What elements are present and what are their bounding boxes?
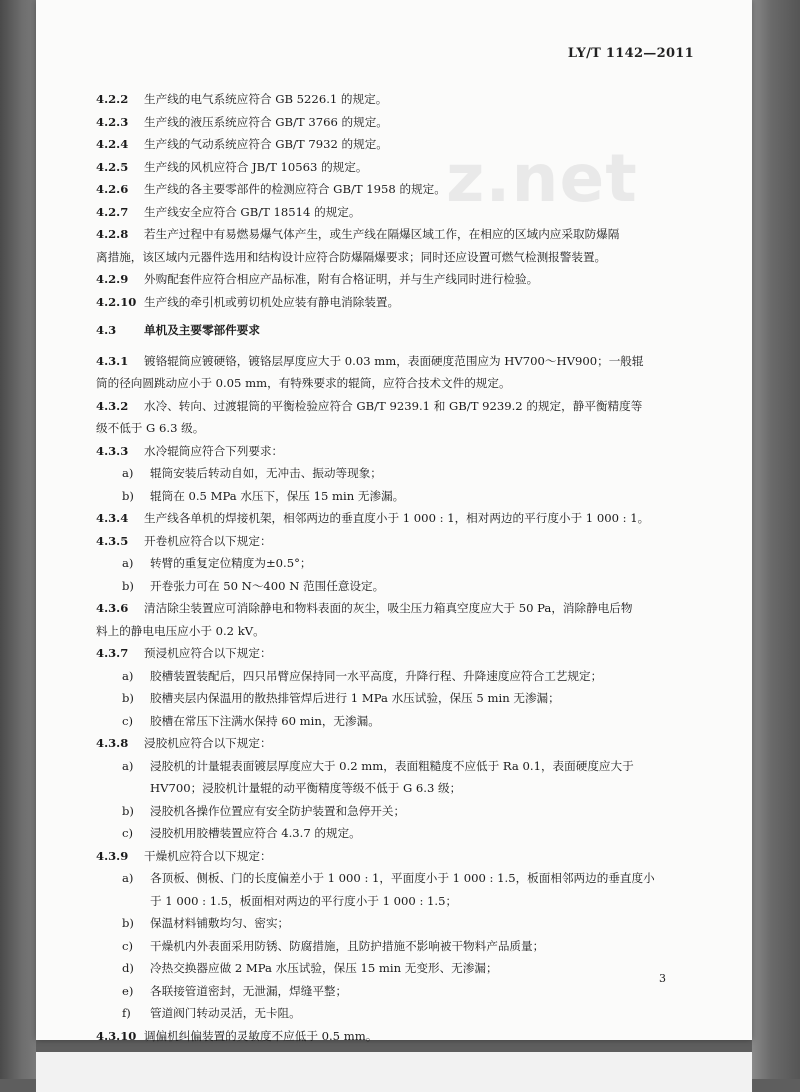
list-marker: a) xyxy=(122,668,134,683)
clause-text: 预浸机应符合以下规定： xyxy=(144,646,272,660)
clause-line xyxy=(96,1025,706,1048)
clause-number: 4.2.10 xyxy=(96,294,137,309)
list-item xyxy=(96,867,706,890)
list-marker: f) xyxy=(122,1006,131,1020)
clause-text: 开卷张力可在 50 N～400 N 范围任意设定。 xyxy=(150,578,385,593)
clause-text: HV700；浸胶机计量辊的动平衡精度等级不低于 G 6.3 级； xyxy=(150,781,462,795)
next-page-edge xyxy=(36,1052,752,1092)
clause-text: 若生产过程中有易燃易爆气体产生，或生产线在隔爆区域工作，在相应的区域内应采取防爆隔 xyxy=(144,227,620,241)
list-marker: e) xyxy=(122,983,134,998)
clause-line xyxy=(96,395,706,418)
clause-number: 4.3.9 xyxy=(96,848,129,863)
clause-line xyxy=(96,642,706,665)
clause-text: 胶槽在常压下注满水保持 60 min，无渗漏。 xyxy=(150,713,380,728)
clause-number: 4.2.2 xyxy=(96,92,129,106)
list-item xyxy=(96,912,706,935)
clause-number: 4.3.1 xyxy=(96,353,129,368)
list-item xyxy=(96,777,706,800)
watermark: z.net xyxy=(446,140,638,217)
clause-number: 4.2.9 xyxy=(96,272,129,286)
clause-line xyxy=(96,350,706,373)
right-background xyxy=(752,0,800,1079)
list-marker: c) xyxy=(122,826,134,840)
clause-text: 保温材料铺敷均匀、密实； xyxy=(150,916,290,930)
clause-line xyxy=(96,268,706,291)
clause-text: 生产线安全应符合 GB/T 18514 的规定。 xyxy=(144,204,361,219)
clause-text: 浸胶机应符合以下规定： xyxy=(144,736,272,750)
clause-line xyxy=(96,88,706,111)
clause-text: 水冷辊筒应符合下列要求： xyxy=(144,443,284,458)
clause-text: 浸胶机的计量辊表面镀层厚度应大于 0.2 mm，表面粗糙度不应低于 Ra 0.1，表面硬度应大于 xyxy=(150,758,634,773)
clause-list-4-2 xyxy=(96,88,706,313)
clause-text: 辊筒在 0.5 MPa 水压下，保压 15 min 无渗漏。 xyxy=(150,488,405,503)
clause-text: 镀铬辊筒应镀硬铬，镀铬层厚度应大于 0.03 mm，表面硬度范围应为 HV700～HV900；一般辊 xyxy=(144,353,644,368)
clause-text: 辊筒安装后转动自如，无冲击、振动等现象； xyxy=(150,466,382,480)
list-item xyxy=(96,800,706,823)
clause-text: 生产线的各主要零部件的检测应符合 GB/T 1958 的规定。 xyxy=(144,182,446,196)
list-marker: c) xyxy=(122,938,134,953)
list-item xyxy=(96,822,706,845)
list-item xyxy=(96,552,706,575)
list-marker: b) xyxy=(122,916,134,930)
clause-line xyxy=(96,530,706,553)
clause-line xyxy=(96,732,706,755)
clause-line xyxy=(96,133,706,156)
clause-text: 清洁除尘装置应可消除静电和物料表面的灰尘，吸尘压力箱真空度应大于 50 Pa，消除静电后物 xyxy=(144,601,633,615)
clause-text: 干燥机内外表面采用防锈、防腐措施，且防护措施不影响被干物料产品质量； xyxy=(150,938,545,953)
clause-line xyxy=(96,845,706,868)
clause-text: 外购配套件应符合相应产品标准，附有合格证明，并与生产线同时进行检验。 xyxy=(144,272,539,286)
list-marker: b) xyxy=(122,488,134,503)
clause-line xyxy=(96,156,706,179)
clause-text: 管道阀门转动灵活，无卡阻。 xyxy=(150,1006,301,1020)
list-item xyxy=(96,1002,706,1025)
list-item xyxy=(96,935,706,958)
clause-text: 生产线的液压系统应符合 GB/T 3766 的规定。 xyxy=(144,114,388,129)
clause-text: 生产线各单机的焊接机架，相邻两边的垂直度小于 1 000 : 1，相对两边的平行度小于 1 000 : 1。 xyxy=(144,511,650,525)
section-heading xyxy=(96,319,706,342)
clause-text: 各联接管道密封，无泄漏，焊缝平整； xyxy=(150,983,348,998)
clause-text: 于 1 000 : 1.5，板面相对两边的平行度小于 1 000 : 1.5； xyxy=(150,893,458,908)
clause-number: 4.2.3 xyxy=(96,114,129,129)
clause-list-4-3 xyxy=(96,350,706,1048)
clause-number: 4.2.5 xyxy=(96,159,129,174)
clause-text: 筒的径向圆跳动应小于 0.05 mm，有特殊要求的辊筒，应符合技术文件的规定。 xyxy=(96,376,511,390)
list-marker: a) xyxy=(122,758,134,773)
list-item xyxy=(96,575,706,598)
clause-text: 生产线的电气系统应符合 GB 5226.1 的规定。 xyxy=(144,92,388,106)
clause-number: 4.2.7 xyxy=(96,204,129,219)
clause-text: 生产线的牵引机或剪切机处应装有静电消除装置。 xyxy=(144,294,400,309)
list-item xyxy=(96,485,706,508)
section-title: 单机及主要零部件要求 xyxy=(144,323,260,337)
page-number: 3 xyxy=(659,972,666,985)
list-marker: b) xyxy=(122,691,134,705)
clause-text: 浸胶机用胶槽装置应符合 4.3.7 的规定。 xyxy=(150,826,361,840)
clause-number: 4.3.6 xyxy=(96,601,129,615)
clause-line xyxy=(96,507,706,530)
clause-number: 4.3.5 xyxy=(96,533,129,548)
list-item xyxy=(96,687,706,710)
clause-line xyxy=(96,111,706,134)
section-number: 4.3 xyxy=(96,323,117,337)
clause-text: 水冷、转向、过渡辊筒的平衡检验应符合 GB/T 9239.1 和 GB/T 9239.2 的规定，静平衡精度等 xyxy=(144,398,643,413)
list-marker: a) xyxy=(122,871,134,885)
clause-number: 4.2.4 xyxy=(96,137,129,151)
list-marker: c) xyxy=(122,713,134,728)
clause-line xyxy=(96,223,706,246)
clause-number: 4.3.2 xyxy=(96,398,129,413)
clause-text: 调偏机纠偏装置的灵敏度不应低于 0.5 mm。 xyxy=(144,1028,378,1043)
clause-text: 胶槽夹层内保温用的散热排管焊后进行 1 MPa 水压试验，保压 5 min 无渗漏； xyxy=(150,691,560,705)
clause-number: 4.3.8 xyxy=(96,736,129,750)
clause-continuation xyxy=(96,620,706,643)
list-marker: d) xyxy=(122,961,134,975)
clause-text: 胶槽装置装配后，四只吊臂应保持同一水平高度，升降行程、升降速度应符合工艺规定； xyxy=(150,668,603,683)
list-item xyxy=(96,890,706,913)
clause-text: 级不低于 G 6.3 级。 xyxy=(96,421,205,435)
clause-text: 生产线的风机应符合 JB/T 10563 的规定。 xyxy=(144,159,368,174)
clause-text: 开卷机应符合以下规定： xyxy=(144,533,272,548)
list-item xyxy=(96,665,706,688)
list-item xyxy=(96,462,706,485)
list-marker: a) xyxy=(122,466,134,480)
clause-number: 4.3.3 xyxy=(96,443,129,458)
clause-text: 浸胶机各操作位置应有安全防护装置和急停开关； xyxy=(150,803,406,818)
clause-number: 4.3.7 xyxy=(96,646,129,660)
clause-text: 冷热交换器应做 2 MPa 水压试验，保压 15 min 无变形、无渗漏； xyxy=(150,961,498,975)
clause-text: 转臂的重复定位精度为±0.5°； xyxy=(150,556,312,570)
clause-text: 生产线的气动系统应符合 GB/T 7932 的规定。 xyxy=(144,137,388,151)
clause-number: 4.3.4 xyxy=(96,511,129,525)
clause-text: 料上的静电电压应小于 0.2 kV。 xyxy=(96,623,265,638)
clause-text: 干燥机应符合以下规定： xyxy=(144,848,272,863)
left-background xyxy=(0,0,36,1079)
clause-number: 4.2.6 xyxy=(96,182,129,196)
clause-number: 4.3.10 xyxy=(96,1028,137,1043)
clause-line xyxy=(96,291,706,314)
list-item xyxy=(96,980,706,1003)
list-item xyxy=(96,710,706,733)
clause-number: 4.2.8 xyxy=(96,227,129,241)
clause-line xyxy=(96,597,706,620)
clause-line xyxy=(96,178,706,201)
clause-line xyxy=(96,201,706,224)
list-marker: b) xyxy=(122,578,134,593)
list-item xyxy=(96,957,706,980)
clause-line xyxy=(96,440,706,463)
clause-continuation xyxy=(96,246,706,269)
clause-continuation xyxy=(96,372,706,395)
clause-text: 各顶板、侧板、门的长度偏差小于 1 000 : 1，平面度小于 1 000 : 1.5，板面相邻两边的垂直度小 xyxy=(150,871,655,885)
clause-continuation xyxy=(96,417,706,440)
document-page xyxy=(36,0,752,1043)
list-marker: a) xyxy=(122,556,134,570)
list-marker: b) xyxy=(122,803,134,818)
document-body xyxy=(96,88,706,1047)
standard-code: LY/T 1142—2011 xyxy=(567,46,694,61)
list-item xyxy=(96,755,706,778)
clause-text: 离措施，该区域内元器件选用和结构设计应符合防爆隔爆要求；同时还应设置可燃气检测报警装置。 xyxy=(96,249,607,264)
